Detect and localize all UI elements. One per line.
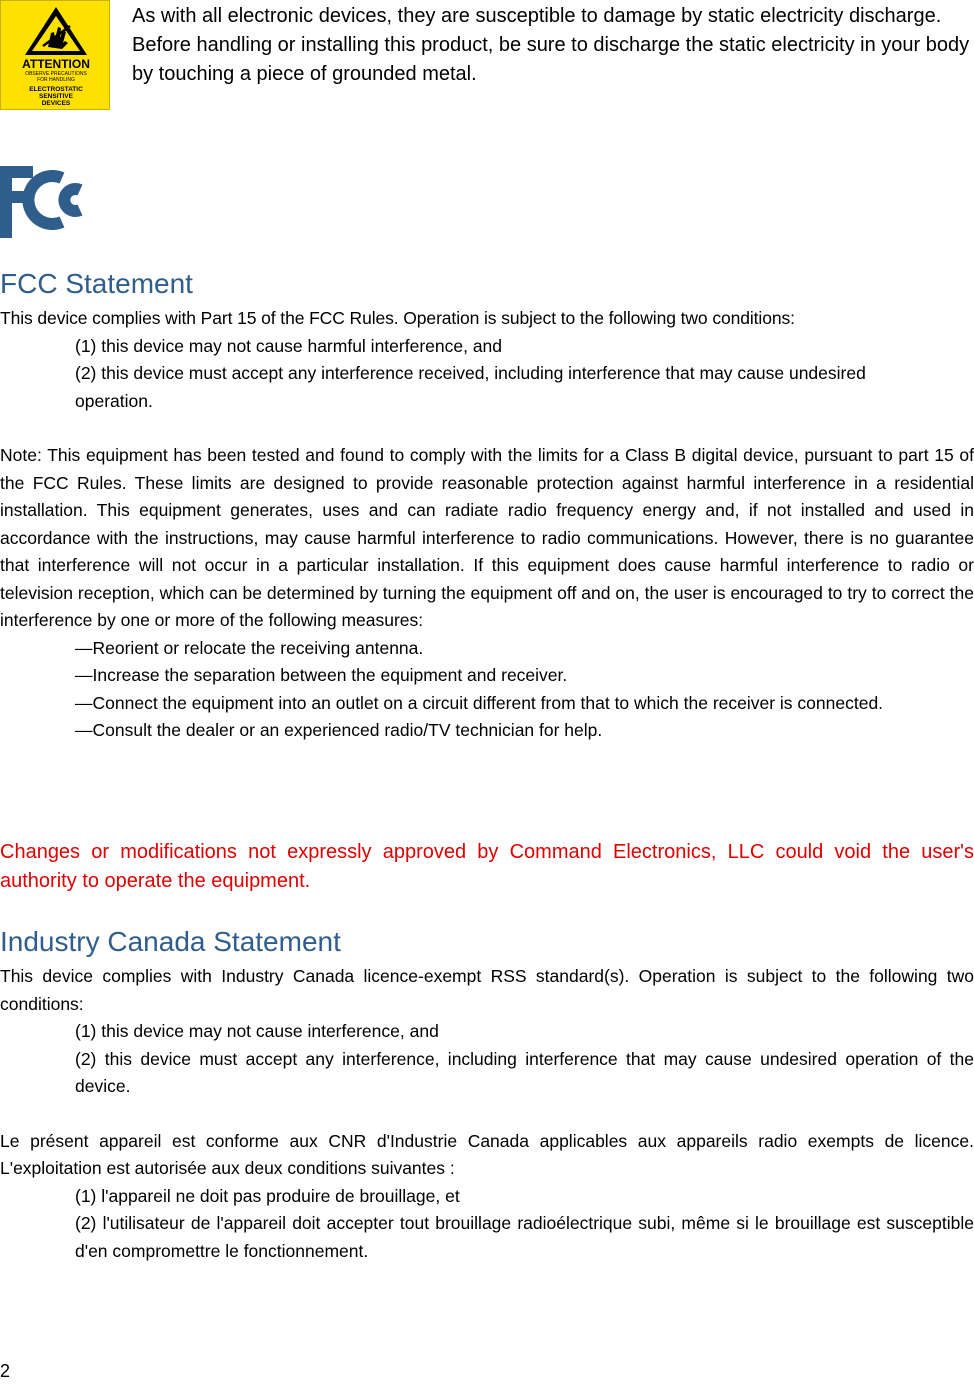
esd-line-1: OBSERVE PRECAUTIONS [25, 71, 87, 77]
fcc-condition-1: (1) this device may not cause harmful interference, and [75, 335, 503, 356]
ic-french-condition-1: (1) l'appareil ne doit pas produire de brouillage, et [75, 1185, 460, 1206]
esd-title: ATTENTION [22, 57, 90, 71]
fcc-statement-body [0, 305, 974, 745]
fcc-condition-2: (2) this device must accept any interference received, including interference that may cause undesired operation. [75, 363, 866, 411]
industry-canada-heading: Industry Canada Statement [0, 926, 341, 957]
industry-canada-body [0, 963, 974, 1265]
fcc-note: Note: This equipment has been tested and found to comply with the limits for a Class B digital device, pursuant to part 15 of the FCC Rules. These limits are designed to provide reasonable protection against harmful interference in a residential installation. This equipment generates, uses and can radiate radio frequency energy and, if not installed and used in accordance with the instructions, may cause harmful interference to radio communications. However, there is no guarantee that interference will not occur in a particular installation. If this equipment does cause harmful interference to radio or television reception, which can be determined by turning the equipment off and on, the user is encouraged to try to correct the interference by one or more of the following measures: [0, 445, 974, 630]
esd-line-3: ELECTROSTATIC [29, 86, 83, 93]
fcc-logo [0, 162, 92, 238]
fcc-intro: This device complies with Part 15 of the FCC Rules. Operation is subject to the following two conditions: [0, 308, 795, 328]
fcc-measure-4: —Consult the dealer or an experienced radio/TV technician for help. [75, 720, 603, 740]
fcc-logo-icon [0, 162, 92, 238]
esd-warning-label [0, 0, 110, 110]
ic-condition-2: (2) this device must accept any interference, including interference that may cause undesired operation of the device. [75, 1048, 974, 1096]
fcc-measure-1: —Reorient or relocate the receiving antenna. [75, 637, 424, 658]
esd-line-4: SENSITIVE [39, 93, 73, 100]
fcc-measure-2: —Increase the separation between the equipment and receiver. [75, 665, 568, 685]
esd-line-2: FOR HANDLING [37, 77, 75, 83]
page-number: 2 [0, 1361, 11, 1381]
fcc-measure-3: —Connect the equipment into an outlet on a circuit different from that to which the receiver is connected. [75, 692, 884, 713]
ic-intro: This device complies with Industry Canada licence-exempt RSS standard(s). Operation is subject to the following two conditions: [0, 966, 974, 1014]
static-discharge-notice: As with all electronic devices, they are susceptible to damage by static electricity discharge. Before handling or installing this product, be sure to discharge the static electricity in your body by touching a piece of grounded metal. [132, 5, 970, 85]
ic-french-condition-2: (2) l'utilisateur de l'appareil doit accepter tout brouillage radioélectrique subi, même si le brouillage est susceptible d'en compromettre le fonctionnement. [75, 1213, 974, 1261]
ic-condition-1: (1) this device may not cause interference, and [75, 1021, 439, 1041]
fcc-statement-heading: FCC Statement [0, 268, 193, 299]
modification-warning: Changes or modifications not expressly approved by Command Electronics, LLC could void the user's authority to operate the equipment. [0, 841, 974, 892]
ic-french-intro: Le présent appareil est conforme aux CNR d'Industrie Canada applicables aux appareils radio exempts de licence. L'exploitation est autorisée aux deux conditions suivantes : [0, 1130, 974, 1178]
esd-line-5: DEVICES [41, 100, 71, 107]
